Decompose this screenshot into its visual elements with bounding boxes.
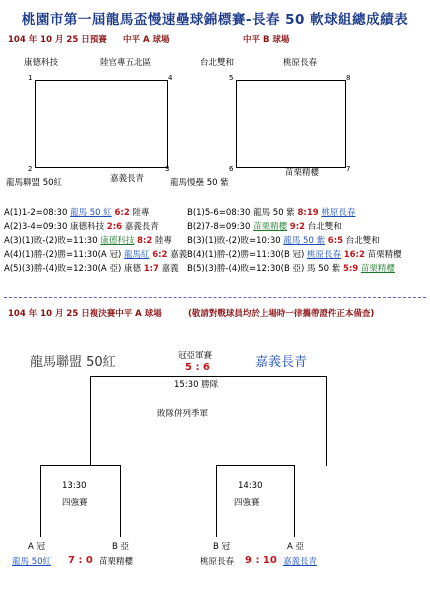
right-semi-score: 9 : 10 [245, 555, 277, 566]
third-place-label: 敗隊併列季軍 [157, 409, 209, 419]
result-b-2: B(2)7-8=09:30 苗栗精櫻 9:2 台北雙和 [187, 222, 342, 232]
left-team-2: 苗栗精櫻 [99, 557, 134, 567]
result-a-1: A(1)1-2=08:30 龍馬 50 紅 6:2 陸專 [4, 208, 150, 218]
group-a-corner-4: 4 [168, 74, 173, 82]
group-a-corner-2: 2 [28, 165, 33, 173]
right-team-2: 嘉義長青 [283, 557, 318, 567]
champ-time: 15:30 勝隊 [174, 380, 219, 390]
final-team-right: 嘉義長青 [255, 355, 308, 370]
right-seed-a: B 冠 [213, 542, 231, 552]
field-a-label: 中平 A 球場 [123, 35, 170, 45]
group-a-top-left-team: 康德科技 [24, 58, 59, 68]
semi-left-time: 13:30 [62, 481, 87, 491]
group-b-box [236, 80, 346, 168]
semi-right-drop-b [294, 465, 295, 537]
left-seed-a: A 冠 [28, 542, 46, 552]
final-team-left: 龍馬聯盟 50紅 [30, 355, 116, 370]
result-a-4: A(4)(1)勝-(2)勝=11:30(A 冠) 龍馬紅 6:2 嘉義 [4, 250, 188, 260]
group-a-box [35, 80, 168, 168]
result-a-2: A(2)3-4=09:30 康德科技 2:6 嘉義長青 [4, 222, 159, 232]
champ-score: 5 : 6 [185, 362, 210, 373]
result-b-1: B(1)5-6=08:30 龍馬 50 紫 8:19 桃原長春 [187, 208, 356, 218]
right-team-1: 桃原長春 [200, 557, 235, 567]
final-date: 104 年 10 月 25 日複決賽中平 A 球場 [8, 309, 162, 319]
group-a-top-right-team: 陸官專五北區 [100, 58, 152, 68]
group-a-corner-1: 1 [28, 74, 33, 82]
result-b-5: B(5)(3)勝-(4)敗=12:30(B 亞) 馬 50 紫 5:9 苗栗精櫻 [187, 264, 395, 274]
group-b-corner-7: 7 [346, 165, 351, 173]
result-b-3: B(3)(1)敗-(2)敗=10:30 龍馬 50 紫 6:5 台北雙和 [187, 236, 380, 246]
group-a-corner-3: 3 [165, 165, 170, 173]
right-seed-b: A 亞 [287, 542, 305, 552]
group-b-bottom-left-team: 龍馬慢壘 50 紫 [170, 178, 229, 188]
section-divider [4, 297, 426, 298]
group-a-bottom-left-team: 龍馬聯盟 50紅 [6, 178, 63, 188]
left-team-1: 龍馬 50紅 [12, 557, 52, 567]
semi-left-drop-b [120, 465, 121, 537]
semi-right-drop-a [216, 465, 217, 537]
group-b-corner-6: 6 [229, 165, 234, 173]
final-top-line [90, 376, 327, 377]
result-b-4: B(4)(1)勝-(2)勝=11:30(B 冠) 桃原長春 16:2 苗栗精櫻 [187, 250, 402, 260]
semi-left-label: 四強賽 [62, 498, 88, 508]
group-b-bottom-right-team: 苗栗精櫻 [285, 168, 320, 178]
left-semi-score: 7 : 0 [68, 555, 93, 566]
result-a-3: A(3)(1)敗-(2)敗=11:30 康德科技 8:2 陸專 [4, 236, 172, 246]
final-left-drop [90, 376, 91, 466]
group-a-bottom-right-team: 嘉義長青 [110, 174, 145, 184]
semi-right-line [216, 465, 295, 466]
semi-right-label: 四強賽 [234, 498, 260, 508]
group-b-top-left-team: 台北雙和 [200, 58, 235, 68]
group-b-corner-8: 8 [346, 74, 351, 82]
group-b-corner-5: 5 [229, 74, 234, 82]
final-note: (敬請對戰球員均於上場時一律攜帶證件正本備查) [188, 309, 375, 319]
final-right-drop [326, 376, 327, 466]
result-a-5: A(5)(3)勝-(4)敗=12:30(A 亞) 康德 1:7 嘉義 [4, 264, 179, 274]
prelim-date: 104 年 10 月 25 日預賽 [8, 35, 107, 45]
semi-left-drop-a [40, 465, 41, 537]
semi-right-time: 14:30 [238, 481, 263, 491]
page-title: 桃園市第一屆龍馬盃慢速壘球錦標賽-長春 50 軟球組總成績表 [21, 12, 409, 28]
semi-left-line [40, 465, 121, 466]
champ-label: 冠亞軍賽 [178, 351, 213, 361]
group-b-top-right-team: 桃原長春 [283, 58, 318, 68]
left-seed-b: B 亞 [112, 542, 130, 552]
field-b-label: 中平 B 球場 [243, 35, 290, 45]
